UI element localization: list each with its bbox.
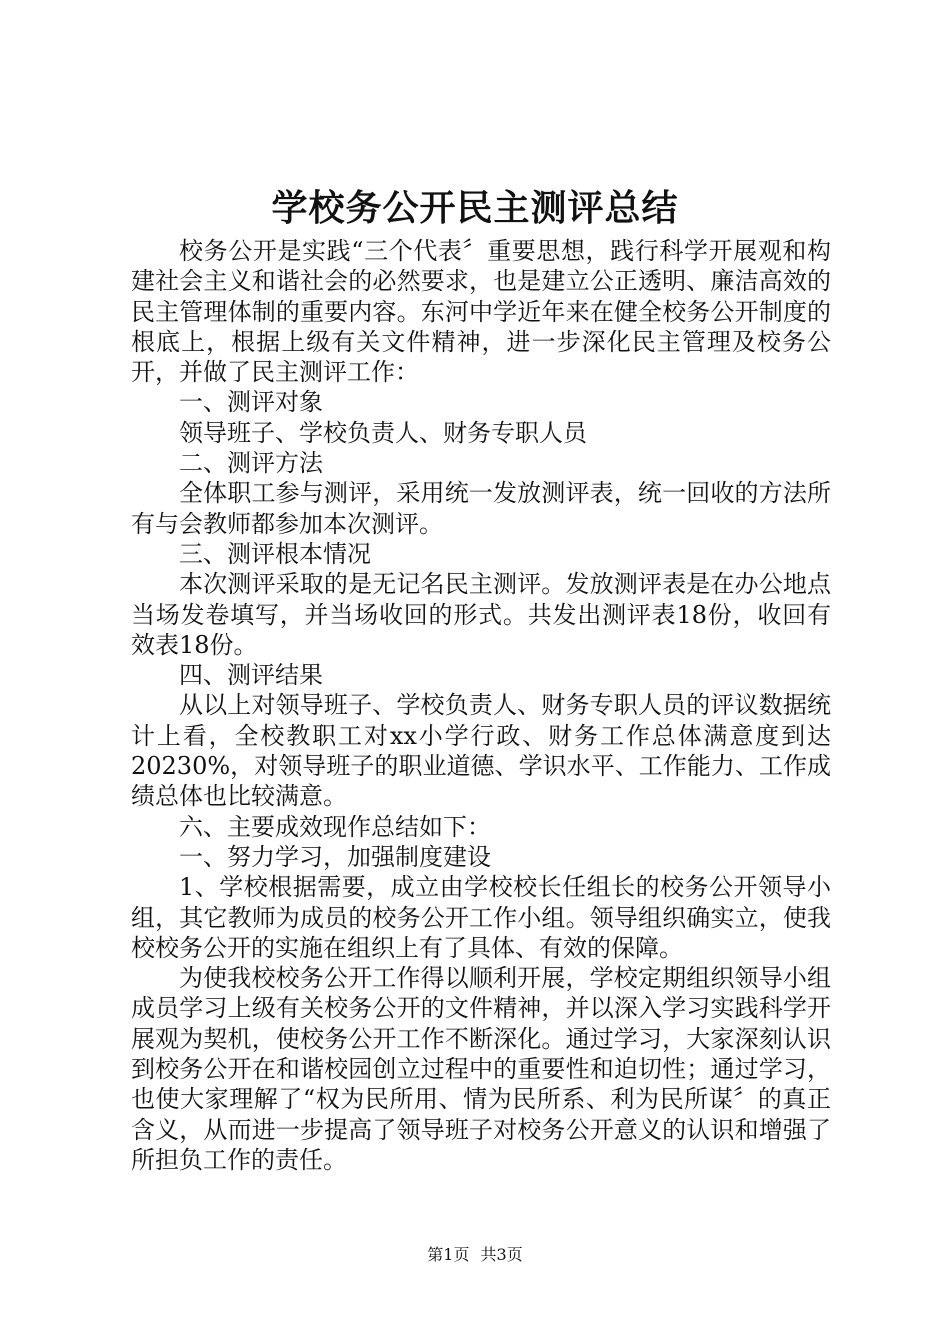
paragraph-evaluation-results: 从以上对领导班子、学校负责人、财务专职人员的评议数据统计上看，全校教职工对xx小学行政、财务工作总体满意度到达20230%，对领导班子的职业道德、学识水平、工作能力、工作成绩总体也比较满意。 — [131, 691, 831, 811]
heading-evaluation-targets: 一、测评对象 — [179, 388, 323, 417]
page-footer: 第1页 共3页 — [427, 1245, 523, 1264]
heading-evaluation-results: 四、测评结果 — [179, 661, 323, 690]
paragraph-study-deepening: 为使我校校务公开工作得以顺利开展，学校定期组织领导小组成员学习上级有关校务公开的文件精神，并以深入学习实践科学开展观为契机，使校务公开工作不断深化。通过学习，大家深刻认识到校务公开在和谐校园创立过程中的重要性和迫切性；通过学习，也使大家理解了“权为民所用、情为民所系、利为民所谋〞的真正含义，从而进一步提高了领导班子对校务公开意义的认识和增强了所担负工作的责任。 — [131, 964, 831, 1174]
paragraph-evaluation-targets: 领导班子、学校负责人、财务专职人员 — [179, 418, 587, 447]
paragraph-basic-situation: 本次测评采取的是无记名民主测评。发放测评表是在办公地点当场发卷填写，并当场收回的形式。共发出测评表18份，收回有效表18份。 — [131, 570, 831, 659]
subheading-study-system: 一、努力学习，加强制度建设 — [179, 842, 491, 871]
paragraph-leadership-group: 1、学校根据需要，成立由学校校长任组长的校务公开领导小组，其它教师为成员的校务公开工作小组。领导组织确实立，使我校校务公开的实施在组织上有了具体、有效的保障。 — [131, 873, 831, 962]
paragraph-evaluation-method: 全体职工参与测评，采用统一发放测评表，统一回收的方法所有与会教师都参加本次测评。 — [131, 479, 831, 538]
heading-evaluation-method: 二、测评方法 — [179, 449, 323, 478]
paragraph-intro: 校务公开是实践“三个代表〞重要思想，践行科学开展观和构建社会主义和谐社会的必然要求，也是建立公正透明、廉洁高效的民主管理体制的重要内容。东河中学近年来在健全校务公开制度的根底上，根据上级有关文件精神，进一步深化民主管理及校务公开，并做了民主测评工作： — [131, 237, 831, 387]
document-body — [131, 236, 831, 1175]
heading-main-achievements: 六、主要成效现作总结如下： — [179, 812, 491, 841]
heading-basic-situation: 三、测评根本情况 — [179, 539, 371, 568]
document-title: 学校务公开民主测评总结 — [271, 187, 679, 229]
